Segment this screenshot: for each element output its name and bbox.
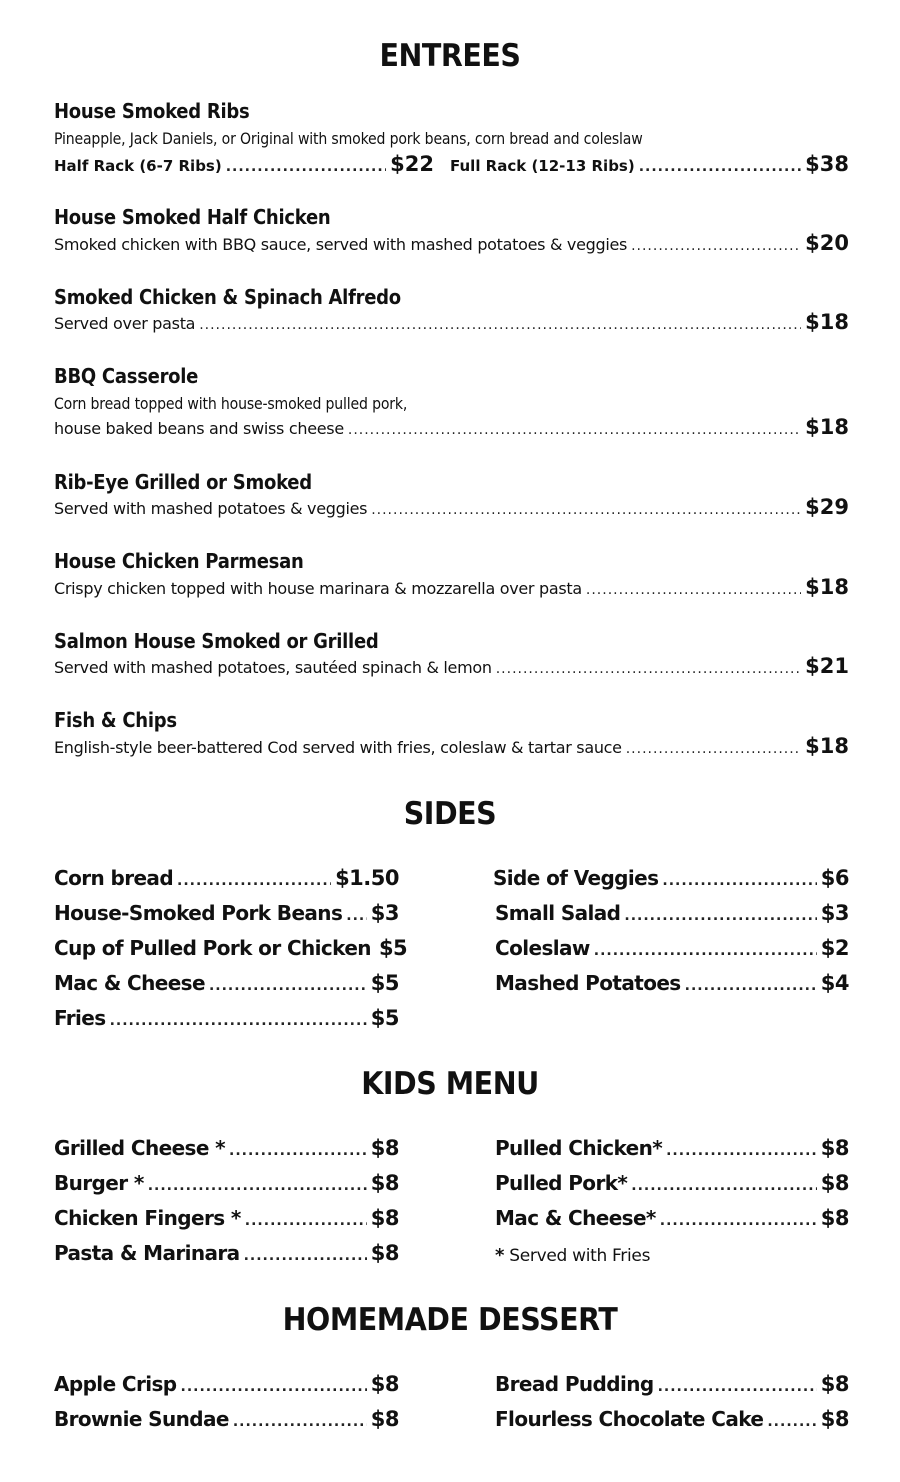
side-item [54,936,408,960]
entree-line-salmon [54,654,849,678]
side-price: $3 [820,901,849,925]
kids-price: $8 [370,1136,399,1160]
leader-dots [226,159,386,175]
entree-price-half-chicken: $20 [805,231,849,255]
side-item [493,866,849,890]
side-item [54,1006,399,1030]
entree-line-ribeye [54,495,849,519]
leader-dots [209,978,367,994]
kids-item [54,1206,399,1230]
leader-dots [233,1414,367,1430]
leader-dots [660,1213,817,1229]
side-item [54,901,399,925]
kids-name: Pulled Chicken* [495,1136,663,1160]
full-rack-line [450,152,849,176]
sides-title: SIDES [403,796,497,832]
leader-dots [110,1013,367,1029]
side-name: Corn bread [54,866,174,890]
side-item [54,971,399,995]
entree-line-half-chicken [54,231,849,255]
dessert-title: HOMEMADE DESSERT [282,1302,618,1338]
side-price: $5 [370,1006,399,1030]
side-item [495,901,849,925]
leader-dots [639,159,801,175]
leader-dots [767,1414,816,1430]
side-item [54,866,399,890]
dessert-name: Apple Crisp [54,1372,177,1396]
leader-dots [181,1379,367,1395]
kids-note [495,1245,650,1266]
dessert-name: Brownie Sundae [54,1407,229,1431]
entree-desc-alfredo: Served over pasta [54,314,196,333]
side-name: Small Salad [495,901,621,925]
leader-dots [244,1248,367,1264]
leader-dots [658,1379,817,1395]
kids-item [54,1241,399,1265]
side-price: $4 [820,971,849,995]
dessert-price: $8 [370,1372,399,1396]
leader-dots [245,1213,367,1229]
half-rack-price: $22 [390,152,434,176]
note-asterisk: * [495,1245,505,1266]
kids-name: Pasta & Marinara [54,1241,240,1265]
entree-line-alfredo [54,310,849,334]
entree-name-alfredo: Smoked Chicken & Spinach Alfredo [54,285,401,309]
leader-dots [666,1143,817,1159]
leader-dots [594,943,817,959]
side-name: Fries [54,1006,106,1030]
dessert-item [54,1372,399,1396]
leader-dots [624,908,816,924]
dessert-name: Flourless Chocolate Cake [495,1407,764,1431]
dessert-item [495,1372,849,1396]
leader-dots [371,502,801,518]
entree-price-ribeye: $29 [805,495,849,519]
kids-price: $8 [370,1206,399,1230]
side-price: $3 [370,901,399,925]
entree-price-alfredo: $18 [805,310,849,334]
entree-name-casserole: BBQ Casserole [54,364,199,388]
kids-price: $8 [820,1136,849,1160]
entree-line-parmesan [54,575,849,599]
entree-line-fish-chips [54,734,849,758]
side-price: $1.50 [335,866,399,890]
kids-title: KIDS MENU [361,1066,539,1102]
side-name: Mac & Cheese [54,971,205,995]
entree-desc-casserole-2: house baked beans and swiss cheese [54,419,344,438]
entree-desc-fish-chips: English-style beer-battered Cod served with fries, coleslaw & tartar sauce [54,738,622,757]
kids-price: $8 [370,1171,399,1195]
entree-price-parmesan: $18 [805,575,849,599]
side-price: $6 [820,866,849,890]
entree-desc-ribs: Pineapple, Jack Daniels, or Original with smoked pork beans, corn bread and coleslaw [54,129,643,148]
side-item [495,971,849,995]
leader-dots [662,873,816,889]
full-rack-price: $38 [805,152,849,176]
leader-dots [148,1178,367,1194]
side-name: Cup of Pulled Pork or Chicken [54,936,371,960]
entree-name-parmesan: House Chicken Parmesan [54,549,304,573]
leader-dots [631,1178,816,1194]
half-rack-label: Half Rack (6-7 Ribs) [54,157,222,175]
side-price: $5 [370,971,399,995]
kids-item [54,1136,399,1160]
full-rack-label: Full Rack (12-13 Ribs) [450,157,635,175]
entree-desc-casserole-1: Corn bread topped with house-smoked pulled pork, [54,394,408,413]
leader-dots [229,1143,367,1159]
entree-name-salmon: Salmon House Smoked or Grilled [54,629,379,653]
side-item [495,936,849,960]
kids-item [54,1171,399,1195]
side-name: Coleslaw [495,936,590,960]
entree-name-fish-chips: Fish & Chips [54,708,177,732]
entree-desc-salmon: Served with mashed potatoes, sautéed spinach & lemon [54,658,492,677]
entree-line-casserole [54,415,849,439]
leader-dots [348,422,801,438]
entree-name-ribs: House Smoked Ribs [54,99,250,123]
entree-name-ribeye: Rib-Eye Grilled or Smoked [54,470,312,494]
entree-price-salmon: $21 [805,654,849,678]
kids-name: Chicken Fingers * [54,1206,241,1230]
side-price: $2 [820,936,849,960]
kids-item [495,1136,849,1160]
kids-price: $8 [820,1171,849,1195]
note-text: Served with Fries [509,1246,651,1266]
dessert-item [54,1407,399,1431]
leader-dots [177,873,331,889]
kids-item [495,1171,849,1195]
entree-desc-ribeye: Served with mashed potatoes & veggies [54,499,368,518]
kids-item [495,1206,849,1230]
side-name: House-Smoked Pork Beans [54,901,343,925]
entree-desc-half-chicken: Smoked chicken with BBQ sauce, served with mashed potatoes & veggies [54,235,628,254]
entree-desc-parmesan: Crispy chicken topped with house marinara & mozzarella over pasta [54,579,582,598]
entrees-title: ENTREES [379,38,521,74]
kids-name: Grilled Cheese * [54,1136,226,1160]
leader-dots [626,741,801,757]
leader-dots [346,908,367,924]
kids-price: $8 [370,1241,399,1265]
leader-dots [199,317,801,333]
leader-dots [631,238,801,254]
kids-name: Burger * [54,1171,144,1195]
side-price: $5 [378,936,408,960]
dessert-price: $8 [820,1372,849,1396]
entree-name-half-chicken: House Smoked Half Chicken [54,205,331,229]
dessert-price: $8 [370,1407,399,1431]
leader-dots [586,582,801,598]
kids-name: Mac & Cheese* [495,1206,656,1230]
half-rack-line [54,152,434,176]
side-name: Mashed Potatoes [495,971,681,995]
kids-name: Pulled Pork* [495,1171,628,1195]
side-name: Side of Veggies [493,866,659,890]
entree-price-casserole: $18 [805,415,849,439]
leader-dots [685,978,817,994]
leader-dots [496,661,801,677]
dessert-item [495,1407,849,1431]
entree-price-fish-chips: $18 [805,734,849,758]
kids-price: $8 [820,1206,849,1230]
dessert-name: Bread Pudding [495,1372,654,1396]
dessert-price: $8 [820,1407,849,1431]
